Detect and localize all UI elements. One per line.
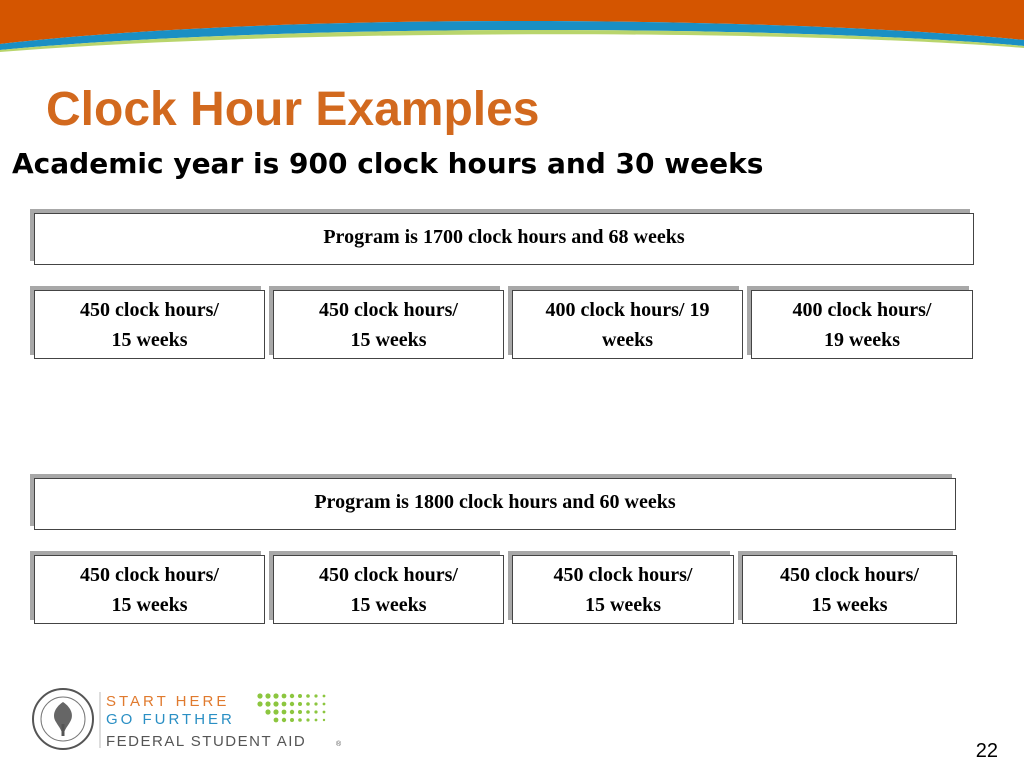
logo-dot-pattern	[257, 693, 325, 722]
department-of-education-seal-icon	[33, 689, 93, 749]
segment-line2: 19 weeks	[823, 328, 901, 351]
logo-go-further: GO FURTHER	[106, 711, 235, 728]
segment-2-3	[512, 555, 734, 624]
segment-line1: 450 clock hours/	[80, 563, 219, 586]
page-subtitle: Academic year is 900 clock hours and 30 weeks	[12, 147, 764, 180]
segment-line1: 450 clock hours/	[319, 563, 458, 586]
registered-mark-icon: ®	[336, 741, 342, 748]
segment-2-1	[34, 555, 265, 624]
program-header-1700: Program is 1700 clock hours and 68 weeks	[34, 213, 974, 265]
top-banner	[0, 0, 1024, 52]
segment-line1: 450 clock hours/	[553, 563, 693, 586]
logo-federal-student-aid: FEDERAL STUDENT AID	[106, 733, 307, 750]
segment-line2: 15 weeks	[111, 328, 188, 351]
segment-line2: 15 weeks	[350, 328, 427, 351]
segment-line1: 400 clock hours/ 19	[545, 298, 710, 321]
page-title: Clock Hour Examples	[46, 83, 540, 136]
segment-line2: 15 weeks	[584, 593, 662, 616]
logo-start-here: START HERE	[106, 693, 230, 710]
segment-2-2	[273, 555, 504, 624]
segment-1-3	[512, 290, 743, 359]
federal-student-aid-logo	[30, 686, 350, 752]
segment-line2: 15 weeks	[811, 593, 888, 616]
program-header-1800: Program is 1800 clock hours and 60 weeks	[34, 478, 956, 530]
segment-line1: 450 clock hours/	[780, 563, 919, 586]
segment-2-4	[742, 555, 957, 624]
segment-line2: 15 weeks	[350, 593, 427, 616]
segment-line1: 400 clock hours/	[792, 298, 932, 321]
segment-line2: weeks	[601, 328, 654, 351]
segment-1-2	[273, 290, 504, 359]
page-number: 22	[975, 740, 998, 762]
segment-line1: 450 clock hours/	[80, 298, 219, 321]
segment-line2: 15 weeks	[111, 593, 188, 616]
segment-1-4	[751, 290, 973, 359]
segment-1-1	[34, 290, 265, 359]
segment-line1: 450 clock hours/	[319, 298, 458, 321]
